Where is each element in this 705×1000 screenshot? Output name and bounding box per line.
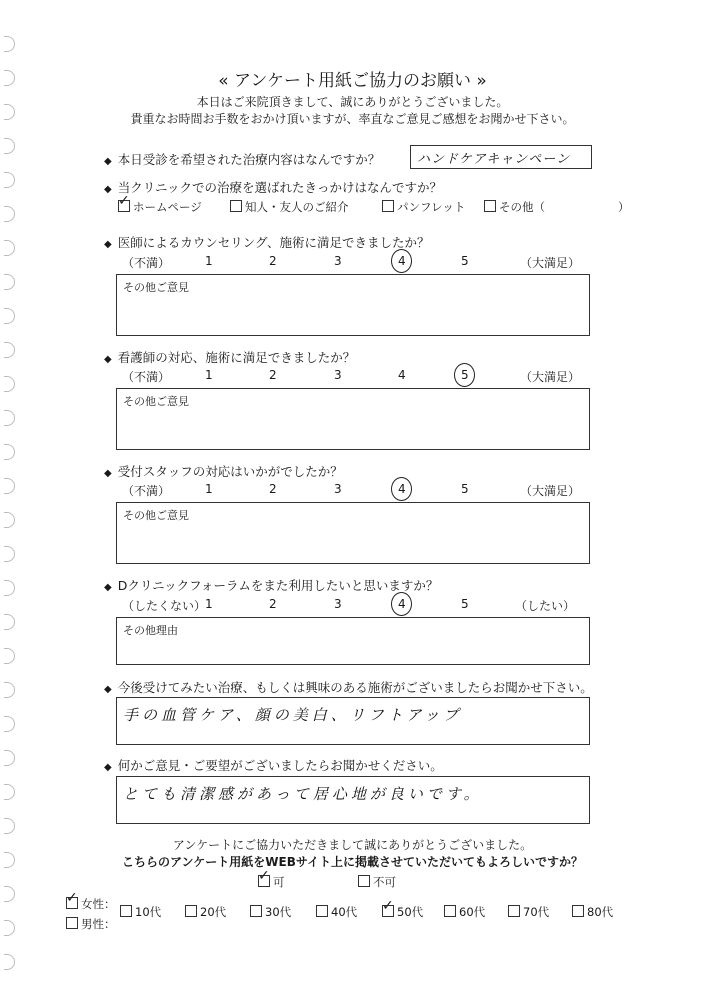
question-3-text: 医師によるカウンセリング、施術に満足できましたか？ <box>117 235 430 250</box>
checkbox[interactable] <box>250 905 262 917</box>
age-40s[interactable] <box>316 904 357 920</box>
question-2 <box>104 178 442 196</box>
age-70s[interactable] <box>508 904 549 920</box>
selection-circle <box>391 477 412 501</box>
question-2-text: 当クリニックでの治療を選ばれたきっかけはなんですか？ <box>117 180 442 195</box>
question-6 <box>104 576 438 594</box>
checkbox[interactable] <box>66 917 78 929</box>
scale-4[interactable]: 4 <box>398 368 406 382</box>
option-label: パンフレット <box>397 200 466 214</box>
comment-label: その他ご意見 <box>123 395 189 408</box>
comment-label: その他ご意見 <box>123 281 189 294</box>
question-8-text: 何かご意見・ご要望がございましたらお聞かせください。 <box>117 758 443 773</box>
q4-comment-box[interactable] <box>116 388 590 450</box>
checkbox[interactable] <box>230 200 242 212</box>
intro-line-1: 本日はご来院頂きまして、誠にありがとうございました。 <box>196 95 509 109</box>
gender-male[interactable] <box>66 916 116 932</box>
q7-handwritten-answer: 手の血管ケア、顔の美白、リフトアップ <box>123 706 463 724</box>
scale-4[interactable]: 4 <box>398 254 406 268</box>
checkbox[interactable] <box>316 905 328 917</box>
age-options <box>120 898 640 922</box>
diamond-icon: ◆ <box>104 468 112 479</box>
checkbox[interactable] <box>120 905 132 917</box>
diamond-icon: ◆ <box>104 684 112 695</box>
question-1 <box>104 150 380 168</box>
consent-yes[interactable] <box>258 868 285 890</box>
question-5-text: 受付スタッフの対応はいかがでしたか？ <box>117 464 343 479</box>
scale-3[interactable]: 3 <box>334 368 342 382</box>
checkmark-icon: ✓ <box>66 890 78 906</box>
checkbox[interactable] <box>572 905 584 917</box>
consent-question: こちらのアンケート用紙をWEBサイト上に掲載させていただいてもよろしいですか？ <box>121 855 584 869</box>
consent-yes-label: 可 <box>273 875 285 889</box>
q1-handwritten-answer: ハンドケアキャンペーン <box>417 152 570 167</box>
age-10s[interactable] <box>120 904 161 920</box>
scale-1[interactable]: 1 <box>205 482 213 496</box>
scale-1[interactable]: 1 <box>205 368 213 382</box>
question-7 <box>104 678 593 696</box>
q3-comment-box[interactable] <box>116 274 590 336</box>
scale-2[interactable]: 2 <box>269 482 277 496</box>
consent-no[interactable] <box>358 874 396 890</box>
q8-handwritten-answer: とても清潔感があって居心地が良いです。 <box>123 785 483 803</box>
checkbox[interactable] <box>66 890 78 909</box>
q1-answer-field[interactable] <box>410 145 592 169</box>
q7-answer-box[interactable] <box>116 697 590 745</box>
option-other-close: ） <box>618 200 630 214</box>
question-5 <box>104 462 343 480</box>
scale-low-label: （不満） <box>122 256 171 270</box>
intro-line-2: 貴重なお時間お手数をおかけ頂いますが、率直なご意見ご感想をお聞かせ下さい。 <box>130 112 575 126</box>
scale-3[interactable]: 3 <box>334 482 342 496</box>
q2-options <box>118 193 638 217</box>
q8-answer-box[interactable] <box>116 776 590 824</box>
age-20s[interactable] <box>185 904 226 920</box>
thanks-text: アンケートにご協力いただきまして誠にありがとうございました。 <box>172 838 533 852</box>
scale-4[interactable]: 4 <box>398 597 406 611</box>
scale-5[interactable]: 5 <box>461 597 469 611</box>
selection-circle <box>391 592 412 616</box>
comment-label: その他理由 <box>123 624 178 637</box>
scale-1[interactable]: 1 <box>205 254 213 268</box>
scale-low-label: （したくない） <box>122 599 207 613</box>
scale-low-label: （不満） <box>122 370 171 384</box>
q5-comment-box[interactable] <box>116 502 590 564</box>
checkbox[interactable] <box>185 905 197 917</box>
gender-male-label: 男性： <box>81 917 116 931</box>
gender-female-label: 女性： <box>81 897 116 911</box>
age-label: 80代 <box>587 905 614 919</box>
selection-circle <box>391 249 412 273</box>
age-label: 30代 <box>265 905 292 919</box>
diamond-icon: ◆ <box>104 354 112 365</box>
scale-3[interactable]: 3 <box>334 254 342 268</box>
q4-rating-scale <box>0 368 705 386</box>
age-label: 70代 <box>523 905 550 919</box>
option-label: 知人・友人のご紹介 <box>245 200 349 214</box>
diamond-icon: ◆ <box>104 239 112 250</box>
q6-rating-scale <box>0 597 705 615</box>
age-label: 50代 <box>397 905 424 919</box>
question-4 <box>104 348 355 366</box>
checkbox[interactable] <box>382 898 394 917</box>
scale-3[interactable]: 3 <box>334 597 342 611</box>
scale-5[interactable]: 5 <box>461 368 469 382</box>
scale-4[interactable]: 4 <box>398 482 406 496</box>
checkbox[interactable] <box>484 200 496 212</box>
scale-high-label: （大満足） <box>520 370 581 384</box>
age-label: 40代 <box>331 905 358 919</box>
checkbox[interactable] <box>508 905 520 917</box>
diamond-icon: ◆ <box>104 184 112 195</box>
scale-high-label: （したい） <box>515 599 576 613</box>
option-pamphlet[interactable] <box>382 199 465 215</box>
age-30s[interactable] <box>250 904 291 920</box>
scale-5[interactable]: 5 <box>461 254 469 268</box>
scale-high-label: （大満足） <box>520 256 581 270</box>
age-label: 60代 <box>459 905 486 919</box>
option-label: ホームページ <box>133 200 202 214</box>
checkbox[interactable] <box>258 868 270 887</box>
checkmark-icon: ✓ <box>382 898 394 914</box>
age-label: 10代 <box>135 905 162 919</box>
scale-5[interactable]: 5 <box>461 482 469 496</box>
scale-2[interactable]: 2 <box>269 254 277 268</box>
checkbox[interactable] <box>358 875 370 887</box>
diamond-icon: ◆ <box>104 156 112 167</box>
diamond-icon: ◆ <box>104 582 112 593</box>
q3-rating-scale <box>0 254 705 272</box>
page-title: « アンケート用紙ご協力のお願い » <box>218 71 487 91</box>
scale-1[interactable]: 1 <box>205 597 213 611</box>
option-homepage[interactable] <box>118 193 202 215</box>
question-8 <box>104 756 443 774</box>
q5-rating-scale <box>0 482 705 500</box>
selection-circle <box>454 363 475 387</box>
checkbox[interactable] <box>382 200 394 212</box>
checkmark-icon: ✓ <box>118 193 130 209</box>
age-80s[interactable] <box>572 904 613 920</box>
question-1-text: 本日受診を希望された治療内容はなんですか？ <box>117 152 381 167</box>
diamond-icon: ◆ <box>104 762 112 773</box>
question-6-text: Dクリニックフォーラムをまた利用したいと思いますか？ <box>117 578 439 593</box>
checkmark-icon: ✓ <box>258 868 270 884</box>
question-7-text: 今後受けてみたい治療、もしくは興味のある施術がございましたらお聞かせ下さい。 <box>117 680 593 695</box>
scale-2[interactable]: 2 <box>269 368 277 382</box>
scale-2[interactable]: 2 <box>269 597 277 611</box>
question-4-text: 看護師の対応、施術に満足できましたか？ <box>117 350 356 365</box>
option-label: その他（ <box>499 200 545 214</box>
age-50s[interactable] <box>382 898 424 920</box>
consent-no-label: 不可 <box>373 875 396 889</box>
checkbox[interactable] <box>118 193 130 212</box>
question-3 <box>104 233 429 251</box>
gender-female[interactable] <box>66 890 116 912</box>
scale-high-label: （大満足） <box>520 484 581 498</box>
option-referral[interactable] <box>230 199 349 215</box>
q6-comment-box[interactable] <box>116 617 590 665</box>
age-label: 20代 <box>200 905 227 919</box>
option-other[interactable] <box>484 199 545 215</box>
scale-low-label: （不満） <box>122 484 171 498</box>
comment-label: その他ご意見 <box>123 509 189 522</box>
age-60s[interactable] <box>444 904 485 920</box>
checkbox[interactable] <box>444 905 456 917</box>
